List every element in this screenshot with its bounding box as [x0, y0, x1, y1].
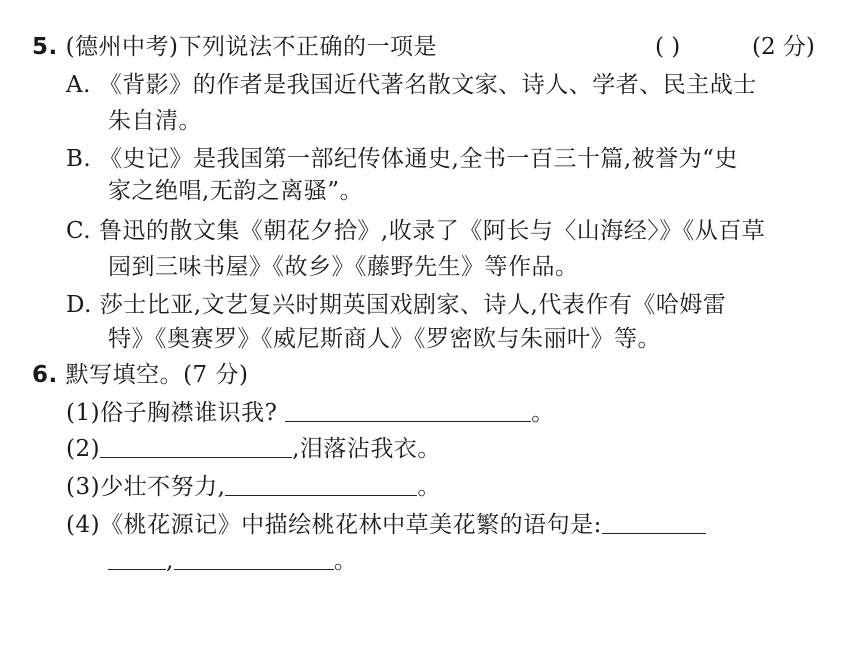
- option-text: 《背影》的作者是我国近代著名散文家、诗人、学者、民主战士: [98, 72, 757, 98]
- answer-blank[interactable]: [100, 435, 292, 458]
- item-label: (2): [66, 436, 101, 462]
- answer-bracket[interactable]: ( ): [655, 34, 681, 60]
- option-label: D.: [66, 292, 92, 318]
- option-label: A.: [66, 72, 91, 98]
- question-5-stem: [32, 32, 437, 62]
- option-text: 鲁迅的散文集《朝花夕拾》,收录了《阿长与〈山海经〉》《从百草: [98, 218, 766, 244]
- fill-item-3: [66, 472, 441, 502]
- fill-item-2: [66, 434, 441, 464]
- fill-item-4: [66, 510, 706, 540]
- answer-blank[interactable]: [108, 547, 166, 570]
- option-b-continued: 家之绝唱,无韵之离骚”。: [108, 178, 364, 204]
- option-d: [66, 290, 726, 320]
- option-c-continued: 园到三味书屋》《故乡》《藤野先生》等作品。: [108, 254, 579, 280]
- question-6-stem: [32, 360, 248, 390]
- answer-blank[interactable]: [285, 399, 531, 422]
- option-a: [66, 70, 757, 100]
- fill-item-1: [66, 398, 555, 428]
- item-text: 少壮不努力,: [100, 474, 226, 500]
- option-b: [66, 144, 738, 174]
- item-text: 。: [333, 548, 358, 574]
- option-text: 莎士比亚,文艺复兴时期英国戏剧家、诗人,代表作有《哈姆雷: [99, 292, 727, 318]
- item-separator: ,: [166, 548, 174, 574]
- item-text: 。: [531, 400, 555, 426]
- option-label: C.: [66, 218, 92, 244]
- item-label: (3): [66, 474, 101, 500]
- answer-blank[interactable]: [225, 473, 417, 496]
- option-a-continued: 朱自清。: [108, 108, 202, 134]
- item-label: (1): [66, 400, 101, 426]
- option-label: B.: [66, 146, 92, 172]
- answer-blank[interactable]: [174, 547, 334, 570]
- item-text: 《桃花源记》中描绘桃花林中草美花繁的语句是:: [100, 512, 602, 538]
- score-label: (2 分): [752, 34, 815, 60]
- item-label: (4): [66, 512, 101, 538]
- question-text: 默写填空。(7 分): [65, 362, 249, 388]
- option-c: [66, 216, 765, 246]
- item-text: 。: [417, 474, 441, 500]
- item-text: ,泪落沾我衣。: [292, 436, 441, 462]
- question-text: (德州中考)下列说法不正确的一项是: [65, 34, 438, 60]
- answer-blank[interactable]: [602, 511, 706, 534]
- option-d-continued: 特》《奥赛罗》《威尼斯商人》《罗密欧与朱丽叶》等。: [108, 326, 661, 352]
- option-text: 《史记》是我国第一部纪传体通史,全书一百三十篇,被誉为“史: [99, 146, 738, 172]
- item-text: 俗子胸襟谁识我?: [100, 400, 278, 426]
- fill-item-4-continued: [108, 546, 357, 576]
- question-number: 5.: [32, 34, 58, 60]
- question-number: 6.: [32, 362, 58, 388]
